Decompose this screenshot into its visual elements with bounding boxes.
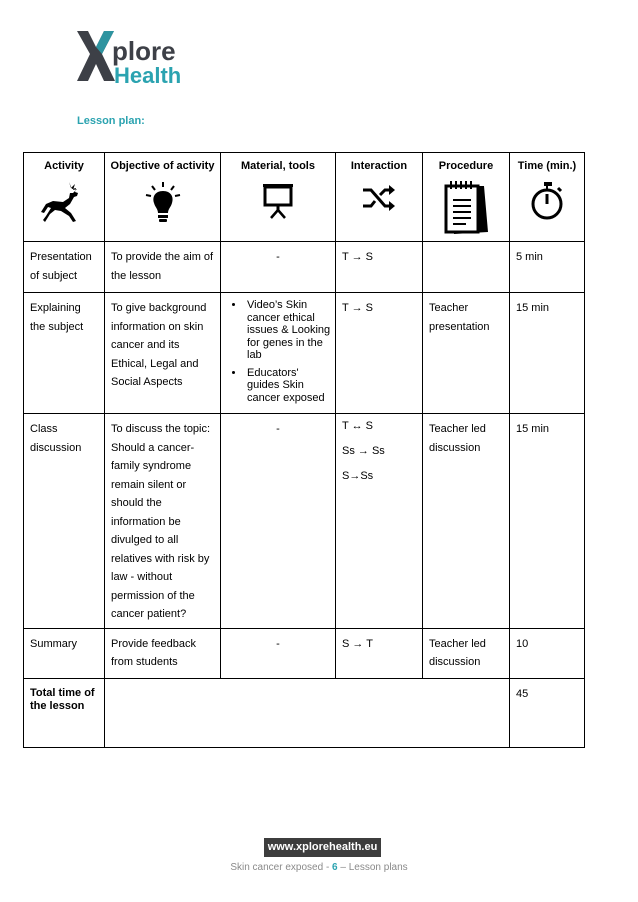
table-header-row <box>24 153 585 242</box>
total-spacer <box>105 678 510 747</box>
total-value: 45 <box>516 687 529 700</box>
table-row <box>24 293 585 414</box>
interaction-cell <box>336 414 422 493</box>
procedure-cell: Teacher led discussion <box>429 637 486 668</box>
time-cell: 10 <box>516 637 529 650</box>
material-cell: - <box>276 251 280 263</box>
svg-text:plore: plore <box>112 36 176 66</box>
objective-cell: Provide feedback from students <box>111 637 196 668</box>
deer-icon <box>39 180 89 226</box>
presentation-board-icon <box>261 180 295 222</box>
shuffle-icon <box>361 180 397 216</box>
material-cell: - <box>276 423 280 435</box>
objective-cell: To give background information on skin cancer and its Ethical, Legal and Social Aspects <box>111 302 207 388</box>
interaction-line: Ss → Ss <box>342 445 385 457</box>
lesson-plan-table <box>23 152 585 748</box>
table-row <box>24 628 585 678</box>
activity-cell: Explaining the subject <box>30 302 84 333</box>
header-material: Material, tools <box>221 153 336 242</box>
header-objective: Objective of activity <box>105 153 221 242</box>
material-list <box>221 293 335 413</box>
interaction-cell: T → S <box>342 251 373 263</box>
table-row <box>24 242 585 293</box>
header-time: Time (min.) <box>510 153 585 242</box>
procedure-cell <box>423 242 509 252</box>
header-interaction: Interaction <box>336 153 423 242</box>
interaction-line: S→Ss <box>342 470 374 482</box>
time-cell: 15 min <box>516 302 550 314</box>
footer-caption: Skin cancer exposed - 6 – Lesson plans <box>230 862 408 873</box>
lightbulb-icon <box>143 180 183 226</box>
total-row <box>24 678 585 747</box>
list-item: • Video’s Skin cancer ethical issues & Looking for genes in the lab <box>245 299 331 362</box>
header-procedure: Procedure <box>423 153 510 242</box>
table-row <box>24 414 585 629</box>
xplore-health-logo <box>74 27 204 89</box>
objective-cell: To provide the aim of the lesson <box>111 251 214 282</box>
material-cell: - <box>276 637 280 650</box>
procedure-cell: Teacher led discussion <box>429 423 486 454</box>
objective-cell: To discuss the topic: Should a cancer-family syndrome remain silent or should the information be divulged to all relatives with risk by law - without permission of the cancer patient? <box>111 423 211 620</box>
header-activity: Activity <box>24 153 105 242</box>
procedure-cell: Teacher presentation <box>429 302 490 333</box>
activity-cell: Presentation of subject <box>30 251 92 282</box>
website-link[interactable]: www.xplorehealth.eu <box>264 838 381 857</box>
total-label: Total time of the lesson <box>30 686 95 712</box>
list-item: • Educators' guides Skin cancer exposed <box>245 367 331 405</box>
stopwatch-icon <box>528 180 566 222</box>
interaction-cell: T → S <box>342 302 373 314</box>
lesson-plan-title: Lesson plan: <box>77 115 145 127</box>
svg-text:Health: Health <box>114 63 182 88</box>
activity-cell: Summary <box>30 637 78 650</box>
time-cell: 15 min <box>516 423 550 435</box>
activity-cell: Class discussion <box>30 423 82 454</box>
time-cell: 5 min <box>516 251 543 263</box>
notepad-icon <box>444 180 488 236</box>
interaction-cell: S → T <box>342 637 373 650</box>
page-number: 6 <box>332 862 338 873</box>
interaction-line: T ↔ S <box>342 420 373 432</box>
